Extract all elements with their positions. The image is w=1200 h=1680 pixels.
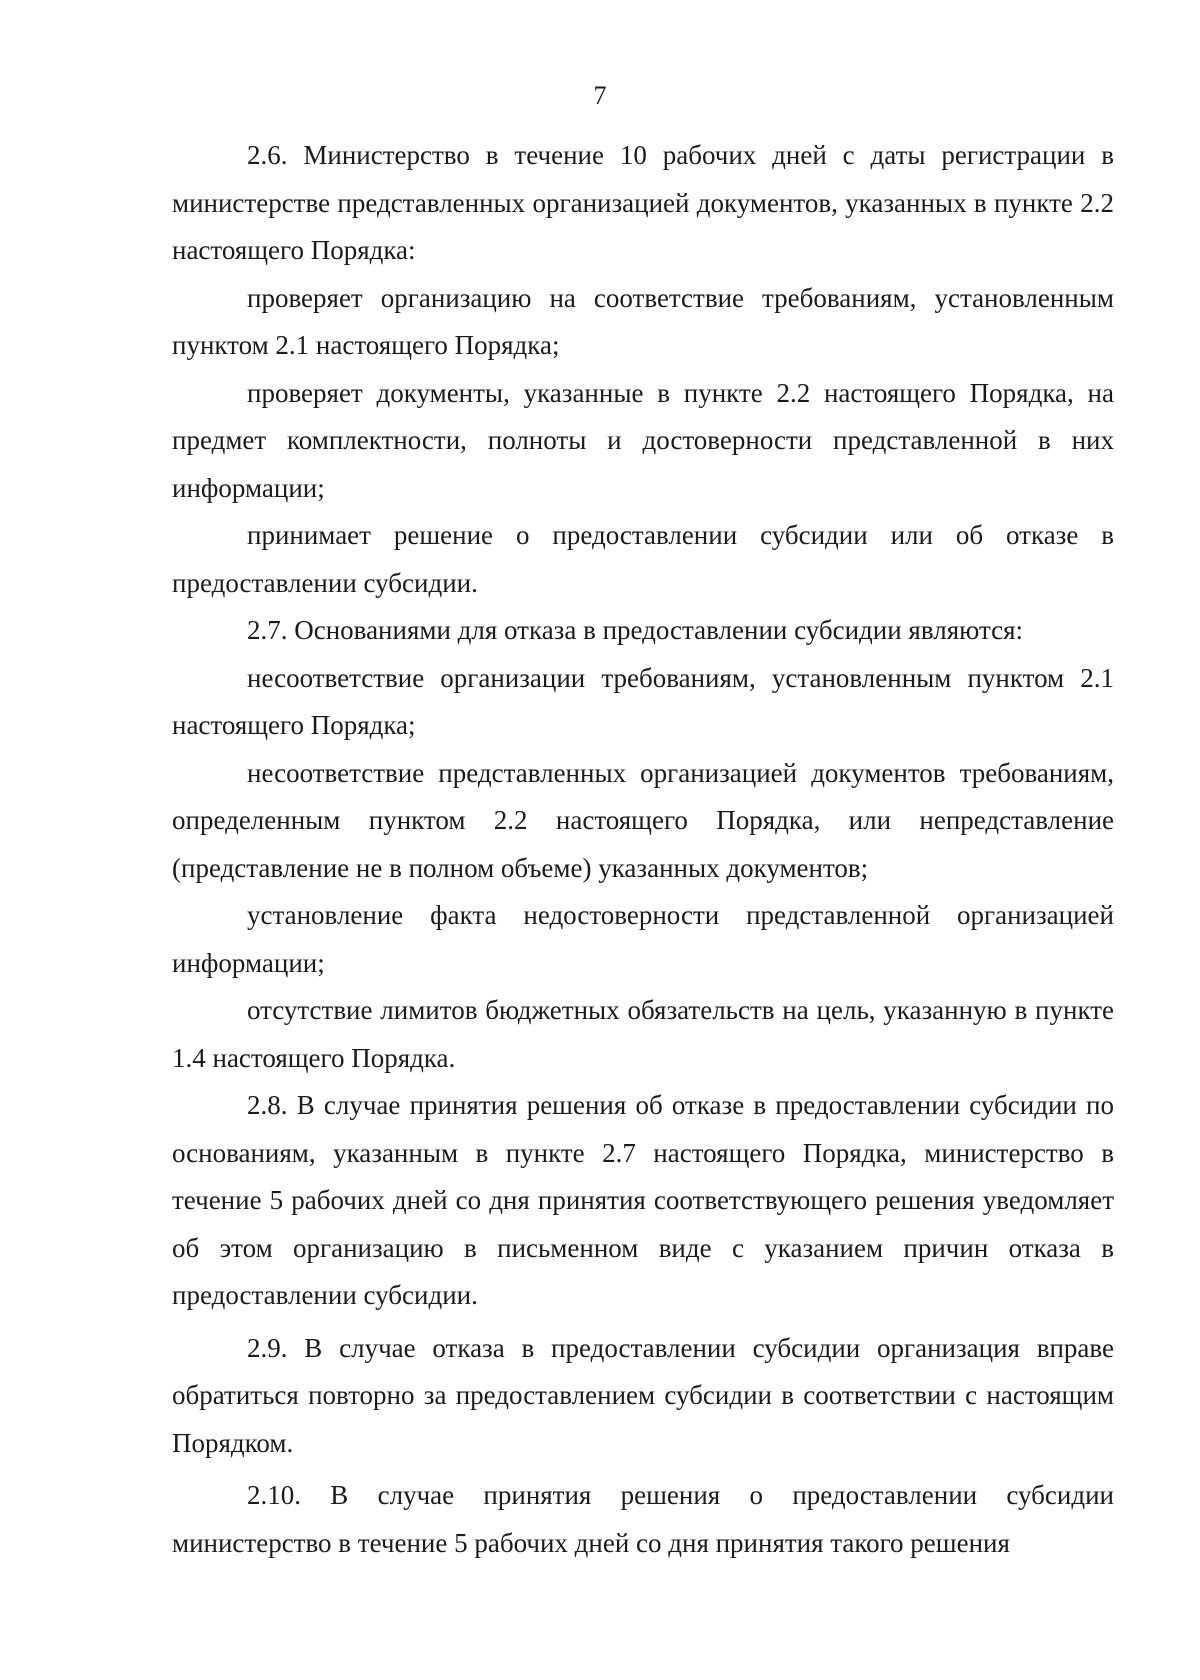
paragraph-2-8: 2.8. В случае принятия решения об отказе в предоставлении субсидии по основаниям, указанным в пункте 2.7 настоящего Порядка, министерство в течение 5 рабочих дней со дня принятия соответствующего решения уведомляет об этом организацию в письменном виде с указанием причин отказа в предоставлении субсидии. [172, 1090, 1114, 1310]
paragraph-check-documents: проверяет документы, указанные в пункте 2.2 настоящего Порядка, на предмет комплектности, полноты и достоверности представленной в них информации; [172, 377, 1114, 503]
page-number: 7 [593, 81, 607, 110]
paragraph-ground-organization: несоответствие организации требованиям, установленным пунктом 2.1 настоящего Порядка; [172, 662, 1114, 740]
paragraph-2-6: 2.6. Министерство в течение 10 рабочих дней с даты регистрации в министерстве представленных организацией документов, указанных в пункте 2.2 настоящего Порядка: [172, 140, 1114, 265]
paragraph-ground-false-info: установление факта недостоверности представленной организацией информации; [172, 900, 1114, 978]
paragraph-ground-documents: несоответствие представленных организацией документов требованиям, определенным пунктом 2.2 настоящего Порядка, или непредставление (представление не в полном объеме) указанных документов; [172, 757, 1114, 883]
paragraph-check-organization: проверяет организацию на соответствие требованиям, установленным пунктом 2.1 настоящего Порядка; [172, 282, 1114, 360]
paragraph-2-7: 2.7. Основаниями для отказа в предоставлении субсидии являются: [247, 615, 1023, 645]
paragraph-2-10: 2.10. В случае принятия решения о предоставлении субсидии министерство в течение 5 рабочих дней со дня принятия такого решения [172, 1480, 1114, 1558]
paragraph-2-9: 2.9. В случае отказа в предоставлении субсидии организация вправе обратиться повторно за предоставлением субсидии в соответствии с настоящим Порядком. [172, 1332, 1114, 1458]
paragraph-ground-no-limits: отсутствие лимитов бюджетных обязательств на цель, указанную в пункте 1.4 настоящего Порядка. [172, 995, 1114, 1073]
paragraph-decision: принимает решение о предоставлении субсидии или об отказе в предоставлении субсидии. [172, 520, 1114, 598]
document-body [172, 132, 1114, 1567]
